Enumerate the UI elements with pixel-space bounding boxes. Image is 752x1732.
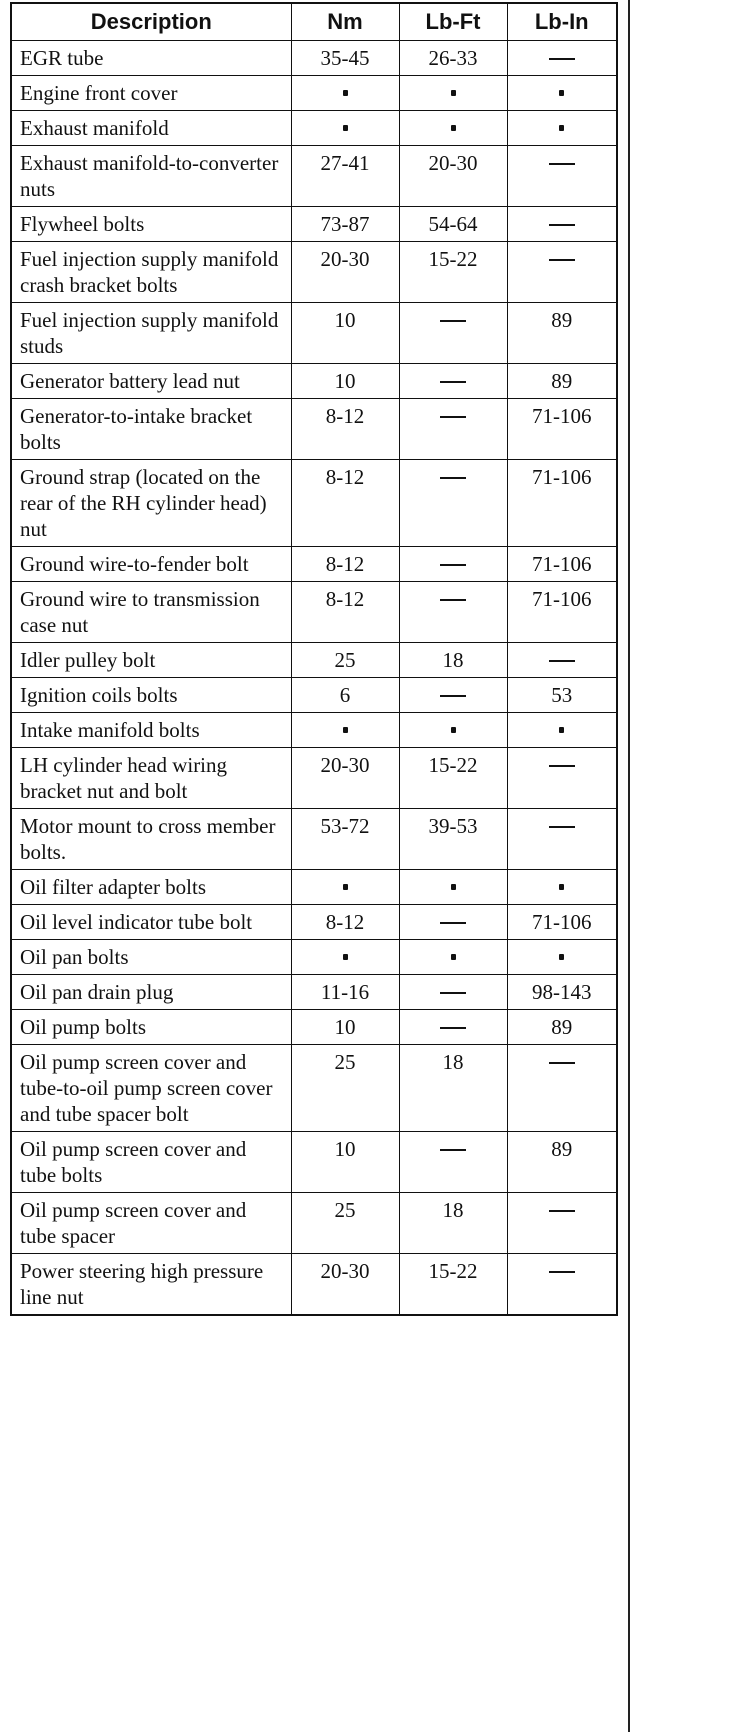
nm-cell: 20-30 [291, 748, 399, 809]
description-cell: Engine front cover [11, 76, 291, 111]
nm-cell [291, 111, 399, 146]
description-cell: Ground strap (located on the rear of the RH cylinder head) nut [11, 460, 291, 547]
table-row [11, 1010, 617, 1045]
nm-cell [291, 870, 399, 905]
table-row [11, 748, 617, 809]
dash-mark [549, 1271, 575, 1273]
table-row [11, 399, 617, 460]
nm-cell: 73-87 [291, 207, 399, 242]
nm-cell: 27-41 [291, 146, 399, 207]
description-cell: Exhaust manifold [11, 111, 291, 146]
dash-mark [440, 599, 466, 601]
table-row [11, 1254, 617, 1316]
lb-in-cell: 98-143 [507, 975, 617, 1010]
page-edge-rule [628, 0, 630, 1732]
dash-mark [549, 660, 575, 662]
lb-ft-cell: 18 [399, 1193, 507, 1254]
table-row [11, 460, 617, 547]
table-row [11, 713, 617, 748]
dash-mark [440, 992, 466, 994]
dash-mark [549, 1210, 575, 1212]
dash-mark [440, 416, 466, 418]
lb-ft-cell [399, 76, 507, 111]
nm-cell: 20-30 [291, 1254, 399, 1316]
torque-spec-sheet [10, 2, 616, 1316]
table-row [11, 41, 617, 76]
nm-cell: 10 [291, 303, 399, 364]
footnote-marker [559, 884, 564, 890]
description-cell: Generator battery lead nut [11, 364, 291, 399]
torque-spec-table [10, 2, 618, 1316]
footnote-marker [559, 90, 564, 96]
table-row [11, 146, 617, 207]
footnote-marker [343, 884, 348, 890]
description-cell: Oil level indicator tube bolt [11, 905, 291, 940]
table-row [11, 643, 617, 678]
dash-mark [549, 259, 575, 261]
table-row [11, 76, 617, 111]
nm-cell: 25 [291, 1193, 399, 1254]
description-cell: Oil pan drain plug [11, 975, 291, 1010]
nm-cell: 6 [291, 678, 399, 713]
footnote-marker [559, 125, 564, 131]
lb-in-cell: 89 [507, 303, 617, 364]
lb-ft-cell [399, 940, 507, 975]
description-cell: Fuel injection supply manifold studs [11, 303, 291, 364]
nm-cell: 53-72 [291, 809, 399, 870]
lb-in-cell: 71-106 [507, 399, 617, 460]
description-cell: Motor mount to cross member bolts. [11, 809, 291, 870]
dash-mark [440, 922, 466, 924]
lb-in-cell [507, 76, 617, 111]
nm-cell: 25 [291, 1045, 399, 1132]
dash-mark [440, 1149, 466, 1151]
footnote-marker [559, 727, 564, 733]
lb-ft-cell [399, 870, 507, 905]
table-row [11, 1193, 617, 1254]
dash-mark [440, 695, 466, 697]
lb-in-cell [507, 146, 617, 207]
footnote-marker [451, 884, 456, 890]
column-header-nm: Nm [291, 3, 399, 41]
nm-cell: 8-12 [291, 399, 399, 460]
lb-ft-cell [399, 303, 507, 364]
lb-ft-cell: 15-22 [399, 242, 507, 303]
column-header-lb-in: Lb-In [507, 3, 617, 41]
lb-ft-cell: 39-53 [399, 809, 507, 870]
lb-in-cell [507, 643, 617, 678]
nm-cell: 35-45 [291, 41, 399, 76]
description-cell: LH cylinder head wiring bracket nut and bolt [11, 748, 291, 809]
column-header-lb-ft: Lb-Ft [399, 3, 507, 41]
nm-cell: 8-12 [291, 905, 399, 940]
dash-mark [549, 765, 575, 767]
description-cell: Generator-to-intake bracket bolts [11, 399, 291, 460]
nm-cell: 10 [291, 1132, 399, 1193]
lb-ft-cell [399, 905, 507, 940]
lb-in-cell [507, 41, 617, 76]
lb-in-cell [507, 870, 617, 905]
table-row [11, 1132, 617, 1193]
lb-in-cell [507, 1254, 617, 1316]
nm-cell: 8-12 [291, 582, 399, 643]
lb-in-cell [507, 940, 617, 975]
nm-cell: 10 [291, 364, 399, 399]
table-row [11, 582, 617, 643]
lb-ft-cell [399, 1010, 507, 1045]
description-cell: Oil pump screen cover and tube spacer [11, 1193, 291, 1254]
table-row [11, 111, 617, 146]
table-row [11, 809, 617, 870]
nm-cell: 8-12 [291, 460, 399, 547]
table-header-row [11, 3, 617, 41]
lb-in-cell [507, 207, 617, 242]
lb-in-cell [507, 748, 617, 809]
nm-cell: 11-16 [291, 975, 399, 1010]
footnote-marker [451, 125, 456, 131]
description-cell: Oil filter adapter bolts [11, 870, 291, 905]
footnote-marker [343, 954, 348, 960]
table-row [11, 1045, 617, 1132]
lb-ft-cell [399, 975, 507, 1010]
description-cell: Power steering high pressure line nut [11, 1254, 291, 1316]
dash-mark [549, 1062, 575, 1064]
table-row [11, 975, 617, 1010]
dash-mark [549, 224, 575, 226]
table-row [11, 870, 617, 905]
lb-in-cell [507, 713, 617, 748]
table-row [11, 207, 617, 242]
table-row [11, 364, 617, 399]
dash-mark [549, 58, 575, 60]
description-cell: Oil pan bolts [11, 940, 291, 975]
table-row [11, 940, 617, 975]
table-row [11, 303, 617, 364]
footnote-marker [343, 727, 348, 733]
footnote-marker [451, 727, 456, 733]
lb-in-cell: 71-106 [507, 905, 617, 940]
table-row [11, 547, 617, 582]
lb-ft-cell [399, 460, 507, 547]
lb-ft-cell [399, 111, 507, 146]
dash-mark [440, 564, 466, 566]
description-cell: Ignition coils bolts [11, 678, 291, 713]
lb-in-cell: 53 [507, 678, 617, 713]
lb-ft-cell: 26-33 [399, 41, 507, 76]
description-cell: Idler pulley bolt [11, 643, 291, 678]
description-cell: Ground wire-to-fender bolt [11, 547, 291, 582]
nm-cell: 10 [291, 1010, 399, 1045]
description-cell: Flywheel bolts [11, 207, 291, 242]
lb-ft-cell [399, 364, 507, 399]
lb-in-cell [507, 809, 617, 870]
lb-in-cell: 71-106 [507, 582, 617, 643]
dash-mark [440, 320, 466, 322]
description-cell: Exhaust manifold-to-converter nuts [11, 146, 291, 207]
footnote-marker [343, 90, 348, 96]
lb-ft-cell: 20-30 [399, 146, 507, 207]
lb-ft-cell: 18 [399, 643, 507, 678]
dash-mark [440, 477, 466, 479]
dash-mark [440, 1027, 466, 1029]
lb-in-cell: 71-106 [507, 547, 617, 582]
description-cell: Fuel injection supply manifold crash bracket bolts [11, 242, 291, 303]
lb-in-cell [507, 1193, 617, 1254]
nm-cell [291, 76, 399, 111]
lb-ft-cell: 15-22 [399, 1254, 507, 1316]
nm-cell: 25 [291, 643, 399, 678]
nm-cell [291, 713, 399, 748]
lb-in-cell: 89 [507, 1010, 617, 1045]
description-cell: Oil pump screen cover and tube bolts [11, 1132, 291, 1193]
footnote-marker [559, 954, 564, 960]
lb-ft-cell [399, 1132, 507, 1193]
lb-ft-cell: 54-64 [399, 207, 507, 242]
lb-in-cell [507, 242, 617, 303]
lb-in-cell: 89 [507, 364, 617, 399]
lb-ft-cell [399, 713, 507, 748]
nm-cell: 20-30 [291, 242, 399, 303]
dash-mark [440, 381, 466, 383]
lb-in-cell: 71-106 [507, 460, 617, 547]
description-cell: Oil pump bolts [11, 1010, 291, 1045]
lb-ft-cell [399, 547, 507, 582]
table-row [11, 905, 617, 940]
nm-cell [291, 940, 399, 975]
footnote-marker [451, 954, 456, 960]
nm-cell: 8-12 [291, 547, 399, 582]
table-row [11, 242, 617, 303]
description-cell: Ground wire to transmission case nut [11, 582, 291, 643]
lb-in-cell [507, 111, 617, 146]
lb-in-cell: 89 [507, 1132, 617, 1193]
footnote-marker [451, 90, 456, 96]
footnote-marker [343, 125, 348, 131]
description-cell: Oil pump screen cover and tube-to-oil pump screen cover and tube spacer bolt [11, 1045, 291, 1132]
lb-in-cell [507, 1045, 617, 1132]
column-header-description: Description [11, 3, 291, 41]
description-cell: EGR tube [11, 41, 291, 76]
description-cell: Intake manifold bolts [11, 713, 291, 748]
lb-ft-cell [399, 678, 507, 713]
table-row [11, 678, 617, 713]
lb-ft-cell: 18 [399, 1045, 507, 1132]
lb-ft-cell [399, 582, 507, 643]
dash-mark [549, 826, 575, 828]
lb-ft-cell: 15-22 [399, 748, 507, 809]
dash-mark [549, 163, 575, 165]
lb-ft-cell [399, 399, 507, 460]
